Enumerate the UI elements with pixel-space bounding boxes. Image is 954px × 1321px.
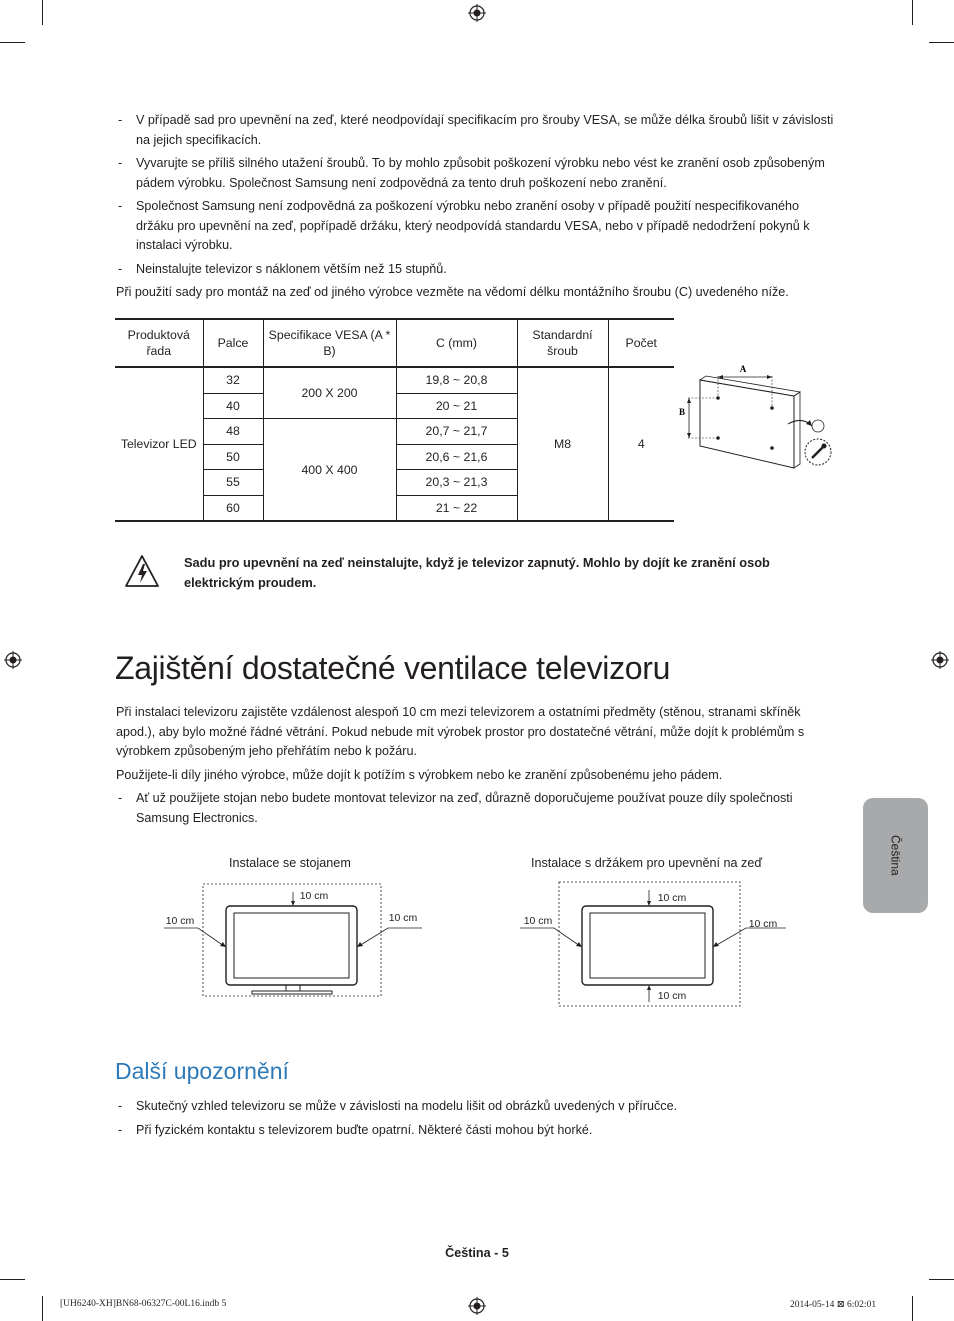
page-number: Čeština - 5 bbox=[445, 1246, 509, 1260]
list-item: - Neinstalujte televizor s náklonem větším než 15 stupňů. bbox=[116, 260, 836, 280]
table-cell: 4 bbox=[608, 367, 674, 521]
table-cell: 20,6 ~ 21,6 bbox=[396, 444, 517, 470]
table-cell: 20,7 ~ 21,7 bbox=[396, 419, 517, 445]
crop-mark bbox=[42, 0, 43, 25]
crop-mark bbox=[0, 1279, 25, 1280]
section-heading: Další upozornění bbox=[115, 1058, 289, 1084]
table-header-row bbox=[115, 319, 674, 367]
table-cell: 55 bbox=[203, 470, 263, 496]
ventilation-paragraph: Při instalaci televizoru zajistěte vzdálenost alespoň 10 cm mezi televizorem a ostatními předměty (stěnou, stranami skříněk apod.), aby bylo možné řádné větrání. Pokud nebude mít výrobek prostor pro dostatečné větrání, může dojít k problémům s výrobkem způsobeným jeho přehřátím nebo k požáru. bbox=[116, 705, 805, 758]
table-cell: 48 bbox=[203, 419, 263, 445]
clearance-label: 10 cm bbox=[523, 915, 553, 927]
ventilation-text bbox=[116, 703, 828, 832]
table-cell: 32 bbox=[203, 367, 263, 393]
table-cell: 21 ~ 22 bbox=[396, 495, 517, 521]
language-side-tab bbox=[863, 798, 928, 913]
stand-diagram-title: Instalace se stojanem bbox=[229, 856, 351, 870]
dimension-b-label: B bbox=[678, 407, 686, 417]
registration-mark-icon bbox=[468, 1297, 486, 1315]
wall-mount-illustration bbox=[676, 358, 836, 478]
crop-mark bbox=[929, 1279, 954, 1280]
stand-installation-diagram bbox=[160, 876, 430, 1000]
ventilation-paragraph: Použijete-li díly jiného výrobce, může dojít k potížím s výrobkem nebo ke zranění způsobenému jeho pádem. bbox=[116, 767, 723, 782]
clearance-label: 10 cm bbox=[165, 915, 195, 927]
table-cell: 400 X 400 bbox=[263, 419, 396, 522]
mount-paragraph: Při použití sady pro montáž na zeď od jiného výrobce vezměte na vědomí délku montážního šroubu (C) uvedeného níže. bbox=[116, 285, 789, 299]
crop-mark bbox=[0, 42, 25, 43]
registration-mark-icon bbox=[931, 651, 949, 669]
clearance-label: 10 cm bbox=[748, 918, 778, 930]
electric-shock-warning-icon bbox=[124, 554, 160, 588]
table-cell: 20 ~ 21 bbox=[396, 393, 517, 419]
warning-text: Sadu pro upevnění na zeď neinstalujte, když je televizor zapnutý. Mohlo by dojít ke zranění osob elektrickým proudem. bbox=[184, 555, 770, 590]
table-cell: 40 bbox=[203, 393, 263, 419]
wall-diagram-title: Instalace s držákem pro upevnění na zeď bbox=[531, 856, 763, 870]
clearance-label: 10 cm bbox=[388, 912, 418, 924]
table-cell: Televizor LED bbox=[115, 367, 203, 521]
table-cell: 20,3 ~ 21,3 bbox=[396, 470, 517, 496]
clearance-label: 10 cm bbox=[299, 890, 329, 902]
registration-mark-icon bbox=[4, 651, 22, 669]
column-header: Počet bbox=[608, 319, 674, 367]
table-cell: 19,8 ~ 20,8 bbox=[396, 367, 517, 393]
column-header: Specifikace VESA (A * B) bbox=[263, 319, 396, 367]
crop-mark bbox=[42, 1296, 43, 1321]
list-item: - Ať už použijete stojan nebo budete montovat televizor na zeď, důrazně doporučujeme používat pouze díly společnosti Samsung Electronics. bbox=[116, 789, 828, 828]
list-item: - Společnost Samsung není zodpovědná za poškození výrobku nebo zranění osoby v případě použití nespecifikovaného držáku pro upevnění na zeď, popřípadě držáku, který neodpovídá standardu VESA, nebo v případě nedodržení pokynů k instalaci výrobku. bbox=[116, 197, 836, 256]
table-cell: 200 X 200 bbox=[263, 367, 396, 419]
clearance-label: 10 cm bbox=[657, 892, 687, 904]
column-header: Produktová řada bbox=[115, 319, 203, 367]
column-header: Standardní šroub bbox=[517, 319, 608, 367]
table-cell: 50 bbox=[203, 444, 263, 470]
wall-installation-diagram bbox=[516, 876, 792, 1010]
list-item: - Vyvarujte se příliš silného utažení šroubů. To by mohlo způsobit poškození výrobku nebo vést ke zranění osob způsobeným pádem výrobku. Společnost Samsung není zodpovědná za tento druh poškození nebo zranění. bbox=[116, 154, 836, 193]
crop-mark bbox=[912, 0, 913, 25]
registration-mark-icon bbox=[468, 4, 486, 22]
crop-mark bbox=[929, 42, 954, 43]
table-cell: 60 bbox=[203, 495, 263, 521]
mount-notes-list bbox=[116, 111, 836, 303]
table-cell: M8 bbox=[517, 367, 608, 521]
vesa-spec-table bbox=[115, 318, 674, 522]
clearance-label: 10 cm bbox=[657, 990, 687, 1002]
column-header: Palce bbox=[203, 319, 263, 367]
crop-mark bbox=[912, 1296, 913, 1321]
footer-date-info: 2014-05-14 ⊠ 6:02:01 bbox=[790, 1300, 877, 1310]
footer-file-info: [UH6240-XH]BN68-06327C-00L16.indb 5 bbox=[60, 1299, 227, 1309]
list-item: - Při fyzickém kontaktu s televizorem buďte opatrní. Některé části mohou být horké. bbox=[116, 1121, 836, 1141]
table-row bbox=[115, 367, 674, 393]
other-warnings-list bbox=[116, 1097, 836, 1144]
dimension-a-label: A bbox=[739, 364, 747, 374]
column-header: C (mm) bbox=[396, 319, 517, 367]
list-item: - V případě sad pro upevnění na zeď, které neodpovídají specifikacím pro šrouby VESA, se může délka šroubů lišit v závislosti na jejich specifikacích. bbox=[116, 111, 836, 150]
page-title: Zajištění dostatečné ventilace televizoru bbox=[115, 650, 671, 686]
list-item: - Skutečný vzhled televizoru se může v závislosti na modelu lišit od obrázků uvedených v příručce. bbox=[116, 1097, 836, 1117]
side-tab-label: Čeština bbox=[888, 835, 903, 876]
